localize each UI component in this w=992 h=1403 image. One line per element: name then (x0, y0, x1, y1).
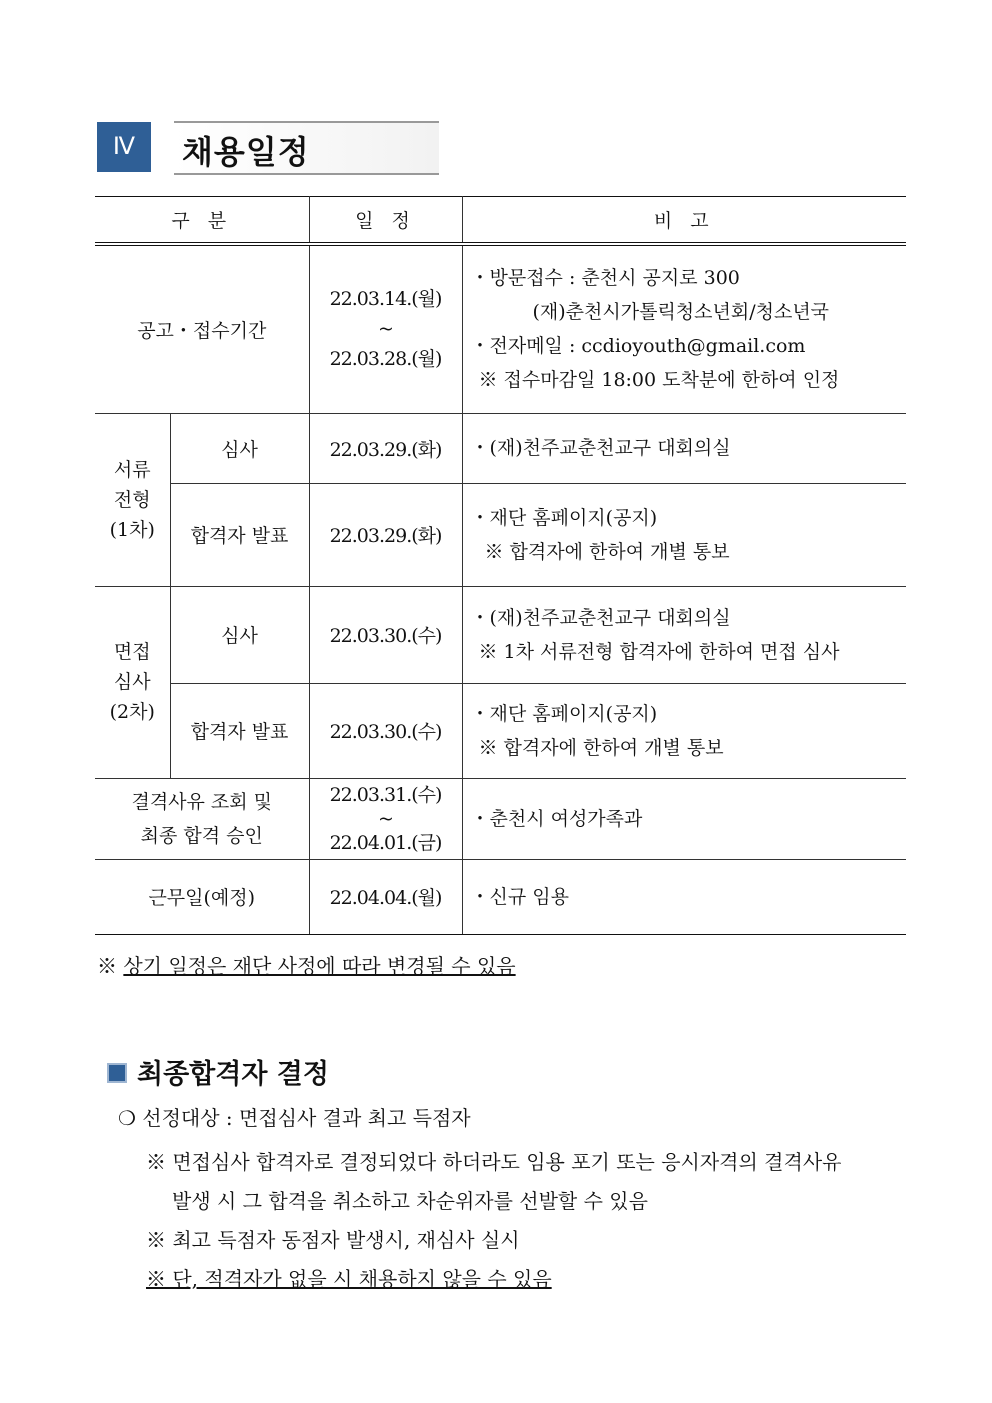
table-row (95, 586, 906, 683)
final-heading (107, 1052, 329, 1091)
footnote-text: 상기 일정은 재단 사정에 따라 변경될 수 있음 (123, 954, 516, 978)
section-number: Ⅳ (97, 122, 151, 172)
note-line: ・전자메일 : ccdioyouth@gmail.com (470, 335, 806, 358)
section-title-box (174, 121, 439, 175)
interview-review-note (462, 586, 906, 683)
interview-group-label (95, 586, 170, 778)
date-start: 22.03.14.(월) (329, 288, 442, 311)
final-note-2: ※ 최고 득점자 동점자 발생시, 재심사 실시 (146, 1228, 520, 1252)
approval-note: ・춘천시 여성가족과 (462, 778, 906, 859)
final-note-1-cont: 발생 시 그 합격을 취소하고 차순위자를 선발할 수 있음 (172, 1189, 648, 1213)
table-footnote (97, 950, 516, 979)
work-note: ・신규 임용 (462, 859, 906, 934)
note-line: ※ 합격자에 한하여 개별 통보 (484, 540, 730, 563)
table-row (95, 244, 906, 413)
note-line: ※ 접수마감일 18:00 도착분에 한하여 인정 (478, 369, 840, 392)
group-line: (1차) (109, 518, 155, 541)
section-header (97, 121, 441, 173)
doc-review-label: 심사 (170, 413, 309, 483)
footnote-mark: ※ (97, 954, 117, 978)
interview-review-label: 심사 (170, 586, 309, 683)
doc-announce-date: 22.03.29.(화) (309, 483, 462, 586)
date-start: 22.03.31.(수) (329, 783, 442, 806)
group-line: 전형 (113, 488, 151, 511)
doc-group-label (95, 413, 170, 586)
doc-announce-note (462, 483, 906, 586)
table-row (95, 778, 906, 859)
interview-announce-label: 합격자 발표 (170, 683, 309, 778)
schedule-table (95, 196, 906, 935)
row-notice-label: 공고・접수기간 (95, 244, 309, 413)
note-line: ・(재)천주교춘천교구 대회의실 (470, 606, 731, 629)
table-header-row (95, 197, 906, 245)
work-label: 근무일(예정) (95, 859, 309, 934)
header-category: 구 분 (95, 197, 309, 245)
doc-announce-label: 합격자 발표 (170, 483, 309, 586)
note-line: ※ 1차 서류전형 합격자에 한하여 면접 심사 (478, 640, 840, 663)
row-notice-date (309, 244, 462, 413)
work-date: 22.04.04.(월) (309, 859, 462, 934)
group-line: (2차) (109, 701, 155, 723)
table-row (95, 859, 906, 934)
group-line: 서류 (113, 458, 151, 481)
note-line: ・재단 홈페이지(공지) (470, 702, 658, 725)
doc-review-note: ・(재)천주교춘천교구 대회의실 (462, 413, 906, 483)
table-row (95, 413, 906, 483)
header-note: 비 고 (462, 197, 906, 245)
note-line: ・방문접수 : 춘천시 공지로 300 (470, 267, 740, 290)
label-line: 결격사유 조회 및 (131, 790, 273, 813)
label-line: 최종 합격 승인 (140, 824, 263, 847)
row-notice-note (462, 244, 906, 413)
interview-review-date: 22.03.30.(수) (309, 586, 462, 683)
group-line: 심사 (113, 671, 151, 693)
interview-announce-note (462, 683, 906, 778)
table-row (95, 683, 906, 778)
final-note-3: ※ 단, 적격자가 없을 시 채용하지 않을 수 있음 (146, 1267, 552, 1291)
note-line: ※ 합격자에 한하여 개별 통보 (478, 736, 724, 759)
doc-review-date: 22.03.29.(화) (309, 413, 462, 483)
final-heading-text: 최종합격자 결정 (137, 1059, 329, 1090)
group-line: 면접 (113, 641, 151, 663)
header-date: 일 정 (309, 197, 462, 245)
date-tilde: ~ (378, 318, 393, 341)
approval-label (95, 778, 309, 859)
final-note-1: ※ 면접심사 합격자로 결정되었다 하더라도 임용 포기 또는 응시자격의 결격사유 (146, 1150, 842, 1174)
interview-announce-date: 22.03.30.(수) (309, 683, 462, 778)
square-bullet-icon (107, 1063, 127, 1083)
selection-line: ❍ 선정대상 : 면접심사 결과 최고 득점자 (118, 1106, 471, 1130)
approval-date (309, 778, 462, 859)
date-end: 22.04.01.(금) (329, 831, 442, 854)
date-end: 22.03.28.(월) (329, 348, 442, 371)
note-line: (재)춘천시가톨릭청소년회/청소년국 (532, 301, 830, 324)
note-line: ・재단 홈페이지(공지) (470, 506, 658, 529)
section-title: 채용일정 (182, 133, 310, 171)
date-tilde: ~ (378, 807, 393, 830)
table-row (95, 483, 906, 586)
